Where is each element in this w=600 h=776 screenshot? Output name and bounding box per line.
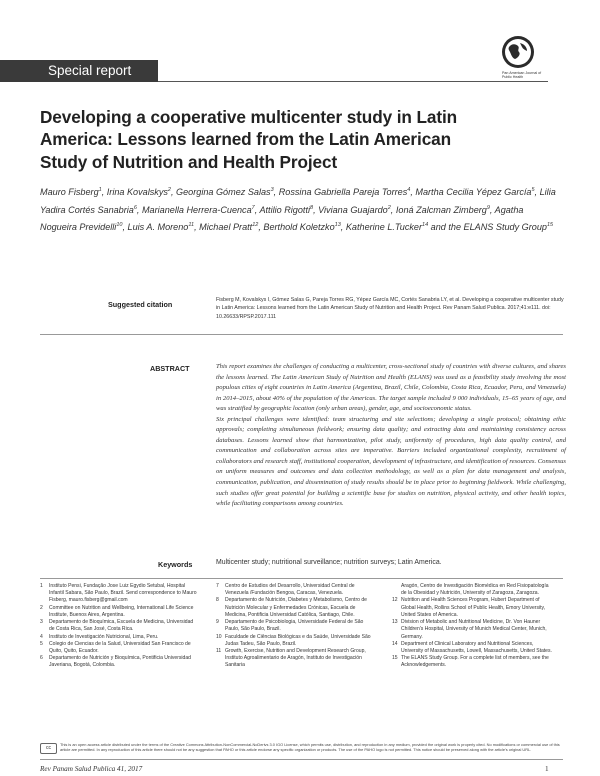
affiliation-number: 3 xyxy=(40,619,43,626)
citation-label: Suggested citation xyxy=(108,300,173,309)
author-name: Irina Kovalskys xyxy=(106,187,168,198)
affiliation-number: 6 xyxy=(40,655,43,662)
header-divider xyxy=(158,81,548,82)
affiliation-text: Centro de Estudios del Desarrollo, Universidad Central de Venezuela /Fundación Bengoa, Caracas, Venezuela. xyxy=(225,583,355,597)
author-name: Georgina Gómez Salas xyxy=(176,187,271,198)
affiliation-item xyxy=(392,655,552,669)
affiliation-number: 1 xyxy=(40,583,43,589)
affiliation-marker: 10 xyxy=(116,222,123,229)
affiliation-number: 2 xyxy=(40,604,43,611)
author-name: Marianella Herrera-Cuenca xyxy=(141,204,252,215)
affiliation-item xyxy=(392,619,552,641)
affiliation-marker: 15 xyxy=(546,222,554,229)
affiliation-item xyxy=(40,605,200,619)
affiliation-item xyxy=(392,597,552,619)
affiliation-item xyxy=(216,648,376,670)
affiliations-column-2 xyxy=(216,583,376,670)
creative-commons-icon: cc xyxy=(40,743,57,754)
affiliation-text: Faculdade de Ciências Biológicas e da Saúde, Universidade São Judas Tadeu, São Paulo, Brazil. xyxy=(225,633,371,647)
license-text: This is an open access article distributed under the terms of the Creative Commons Attribution-NonCommercial-NoDerivs 3.0 IGO License, which permits use, distribution, and reproduction in any medium, provided the original work is properly cited. No modifications or commercial use of this article are permitted. In any reproduction of this article there should not be any suggestion that PAHO or this article endorse any specific organization or products. The use of the PAHO logo is not permitted. This notice should be preserved along with the article's original URL. xyxy=(60,742,560,753)
author-list: Mauro Fisberg$^1$, Irina Kovalskys$^2$, Georgina Gómez Salas$^3$, Rossina Gabriella Pareja Torres$^4$, Martha Cecilia Yépez García$^5$, Lilia Yadira Cortés Sanabria$^6$, Marianella Herrera-Cuenca$^7$, Attilio Rigotti$^8$, Viviana Guajardo$^2$, Ioná Zalcman Zimberg$^9$, Agatha Nogueira Previdelli$^{10}$, Luis A. Moreno$^{11}$, Michael Pratt$^{12}$, Berthold Koletzko$^{13}$, Katherine L.Tucker$^{14}$ and the ELANS Study Group$^{15}$ xyxy=(40,187,556,233)
author-name: Attilio Rigotti xyxy=(259,204,310,215)
abstract-label: ABSTRACT xyxy=(150,364,190,373)
affiliation-marker: 1 xyxy=(98,187,102,193)
affiliation-text: Instituto de Investigación Nutricional, Lima, Peru. xyxy=(49,633,159,640)
affiliation-number: 5 xyxy=(40,640,43,647)
author-name: Viviana Guajardo xyxy=(318,204,388,215)
affiliation-number: 7 xyxy=(216,583,219,589)
affiliation-text: The ELANS Study Group. For a complete list of members, see the Acknowledgements. xyxy=(401,655,549,669)
affiliation-number: 10 xyxy=(216,633,222,640)
journal-globe-logo-icon xyxy=(500,34,536,70)
abstract-paragraph: Six principal challenges were identified: team structuring and site selections; developing a single protocol; obtaining ethic approvals; completing simultaneous fieldwork; ensuring data quality; and extracting data and maintaining consistency across databases. Lessons learned show that harmonization, pilot study, uniformity of procedures, high data quality control, and communication and collaboration across sites are imperative. Barriers included organizational complexity, recruitment of collaborators and research staff, institutional cooperation, development of infrastructure, and identification of resources. Consensus on uniform measures and outcomes and data collection methodology, as well as a plan for data management and analysis, communication, publication, and dissemination of study results should be in place prior to beginning fieldwork. While challenging, such studies offer great potential for building a scientific base for studies on nutrition, physical activity, and other health topics, while facilitating comparisons among countries. xyxy=(216,415,566,508)
keywords-text: Multicenter study; nutritional surveillance; nutrition surveys; Latin America. xyxy=(216,559,442,566)
affiliation-number: 8 xyxy=(216,597,219,604)
affiliation-marker: 6 xyxy=(133,204,137,211)
affiliation-marker: 3 xyxy=(270,187,274,193)
affiliation-item xyxy=(40,634,200,641)
author-name: Lilia Yadira Cortés Sanabria xyxy=(40,187,556,215)
affiliation-marker: 12 xyxy=(252,222,259,229)
author-name: Michael Pratt xyxy=(199,222,253,233)
affiliation-marker: 2 xyxy=(387,204,391,211)
keywords-label: Keywords xyxy=(158,560,193,569)
affiliation-item xyxy=(216,619,376,633)
affiliation-marker: 11 xyxy=(188,222,195,229)
affiliation-text: Colegio de Ciencias de la Salud, Universidad San Francisco de Quito, Quito, Ecuador. xyxy=(49,640,191,654)
divider-rule xyxy=(40,334,563,335)
affiliation-marker: 14 xyxy=(422,222,429,229)
divider-rule xyxy=(40,578,563,579)
affiliations-column-1 xyxy=(40,583,200,670)
citation-text: Fisberg M, Kovalskys I, Gómez Salas G, Pareja Torres RG, Yépez García MC, Cortés Sanabria LY, et al. Developing a cooperative multicenter study in Latin America: Lessons learned from the Latin American Study of Nutrition and Health Project. Rev Panam Salud Publica. 2017;41:e111. doi: 10.26633/RPSP.2017.111 xyxy=(216,297,564,320)
affiliation-number: 4 xyxy=(40,633,43,640)
abstract-body xyxy=(216,362,566,510)
affiliation-marker: 13 xyxy=(334,222,341,229)
footer-journal: Rev Panam Salud Publica 41, 2017 xyxy=(40,765,143,773)
affiliation-item xyxy=(216,583,376,597)
footer-rule xyxy=(40,759,563,760)
affiliation-text: Department of Clinical Laboratory and Nutritional Sciences, University of Massachusetts, Lowell, Massachusetts, United States. xyxy=(401,640,552,654)
affiliation-text: Committee on Nutrition and Wellbeing, International Life Science Institute, Buenos Aires, Argentina. xyxy=(49,604,194,618)
affiliation-marker: 7 xyxy=(251,204,255,211)
author-name: Katherine L.Tucker xyxy=(345,222,423,233)
journal-name: Pan American Journal of Public Health xyxy=(502,71,542,80)
affiliation-number: 13 xyxy=(392,619,398,626)
affiliation-text: Departamento de Nutrición, Diabetes y Metabolismo, Centro de Nutrición Molecular y Enfermedades Crónicas, Escuela de Medicina, Pontificia Universidad Católica, Santiago, Chile. xyxy=(225,597,367,618)
affiliation-marker: 4 xyxy=(407,187,411,193)
author-name: Luis A. Moreno xyxy=(127,222,189,233)
author-name: Martha Cecilia Yépez García xyxy=(415,187,532,198)
affiliation-text: Aragón, Centro de Investigación Biomédica en Red Fisiopatología de la Obesidad y Nutrición, University of Zaragoza, Zaragoza. xyxy=(401,583,549,597)
affiliation-number: 15 xyxy=(392,655,398,662)
affiliation-item xyxy=(40,583,200,605)
author-name: Agatha Nogueira Previdelli xyxy=(40,204,524,233)
author-name: Rossina Gabriella Pareja Torres xyxy=(278,187,408,198)
affiliation-item xyxy=(40,619,200,633)
affiliation-item xyxy=(216,597,376,619)
affiliation-text: Departamento de Bioquímica, Escuela de Medicina, Universidad de Costa Rica, San José, Costa Rica. xyxy=(49,619,194,633)
affiliation-text: Departamento de Psicobiologia, Universidade Federal de São Paulo, São Paulo, Brazil. xyxy=(225,619,364,633)
author-name: Ioná Zalcman Zimberg xyxy=(395,204,487,215)
affiliation-text: Nutrition and Health Sciences Program, Hubert Department of Global Health, Rollins School of Public Health, Emory University, United States of America. xyxy=(401,597,546,618)
author-name: Berthold Koletzko xyxy=(263,222,335,233)
affiliation-number: 14 xyxy=(392,640,398,647)
affiliation-item xyxy=(40,655,200,669)
article-title: Developing a cooperative multicenter study in Latin America: Lessons learned from the Latin American Study of Nutrition and Health Project xyxy=(40,107,458,172)
affiliation-item xyxy=(216,634,376,648)
affiliation-item xyxy=(392,583,552,597)
affiliation-number: 9 xyxy=(216,619,219,626)
affiliation-number: 11 xyxy=(216,647,222,654)
affiliation-text: Growth, Exercise, Nutrition and Development Research Group, Instituto Agroalimentario de Aragón, Instituto de Investigación Sanitaria xyxy=(225,647,366,669)
affiliation-marker: 8 xyxy=(310,204,314,211)
affiliation-text: Departamento de Nutrición y Bioquímica, Pontificia Universidad Javeriana, Bogotá, Colombia. xyxy=(49,655,191,669)
affiliation-number: 12 xyxy=(392,597,398,604)
affiliation-text: Instituto Pensi, Fundação Jose Luiz Egydio Setubal, Hospital Infantil Sabara, São Paulo, Brazil. Send correspondence to Mauro Fisberg, mauro.fisberg@gmail.com xyxy=(49,583,197,604)
abstract-paragraph: This report examines the challenges of conducting a multicenter, cross-sectional study of countries with diverse cultures, and shares the lessons learned. The Latin American Study of Nutrition and Health (ELANS) was used as a feasibility study involving the most populous cities of eight countries in Latin America (Argentina, Brazil, Chile, Colombia, Costa Rica, Ecuador, Peru, and Venezuela) in 2014–2015, about 40% of the population of the Americas. The target sample included 9 000 individuals, 15–65 years of age, and was stratified by geographic location (only urban areas), gender, age, and socioeconomic status. xyxy=(216,363,566,413)
author-name: Mauro Fisberg xyxy=(40,187,99,198)
affiliation-text: Division of Metabolic and Nutritional Medicine, Dr. Von Hauner Children's Hospital, University of Munich Medical Center, Munich, Germany. xyxy=(401,619,547,640)
affiliations-column-3 xyxy=(392,583,552,670)
author-name: the ELANS Study Group xyxy=(448,222,547,233)
affiliation-item xyxy=(40,641,200,655)
page-number: 1 xyxy=(545,765,549,773)
affiliation-marker: 5 xyxy=(531,187,535,193)
affiliation-item xyxy=(392,641,552,655)
affiliation-marker: 2 xyxy=(167,187,171,193)
section-label: Special report xyxy=(48,63,132,78)
affiliation-marker: 9 xyxy=(486,204,490,211)
